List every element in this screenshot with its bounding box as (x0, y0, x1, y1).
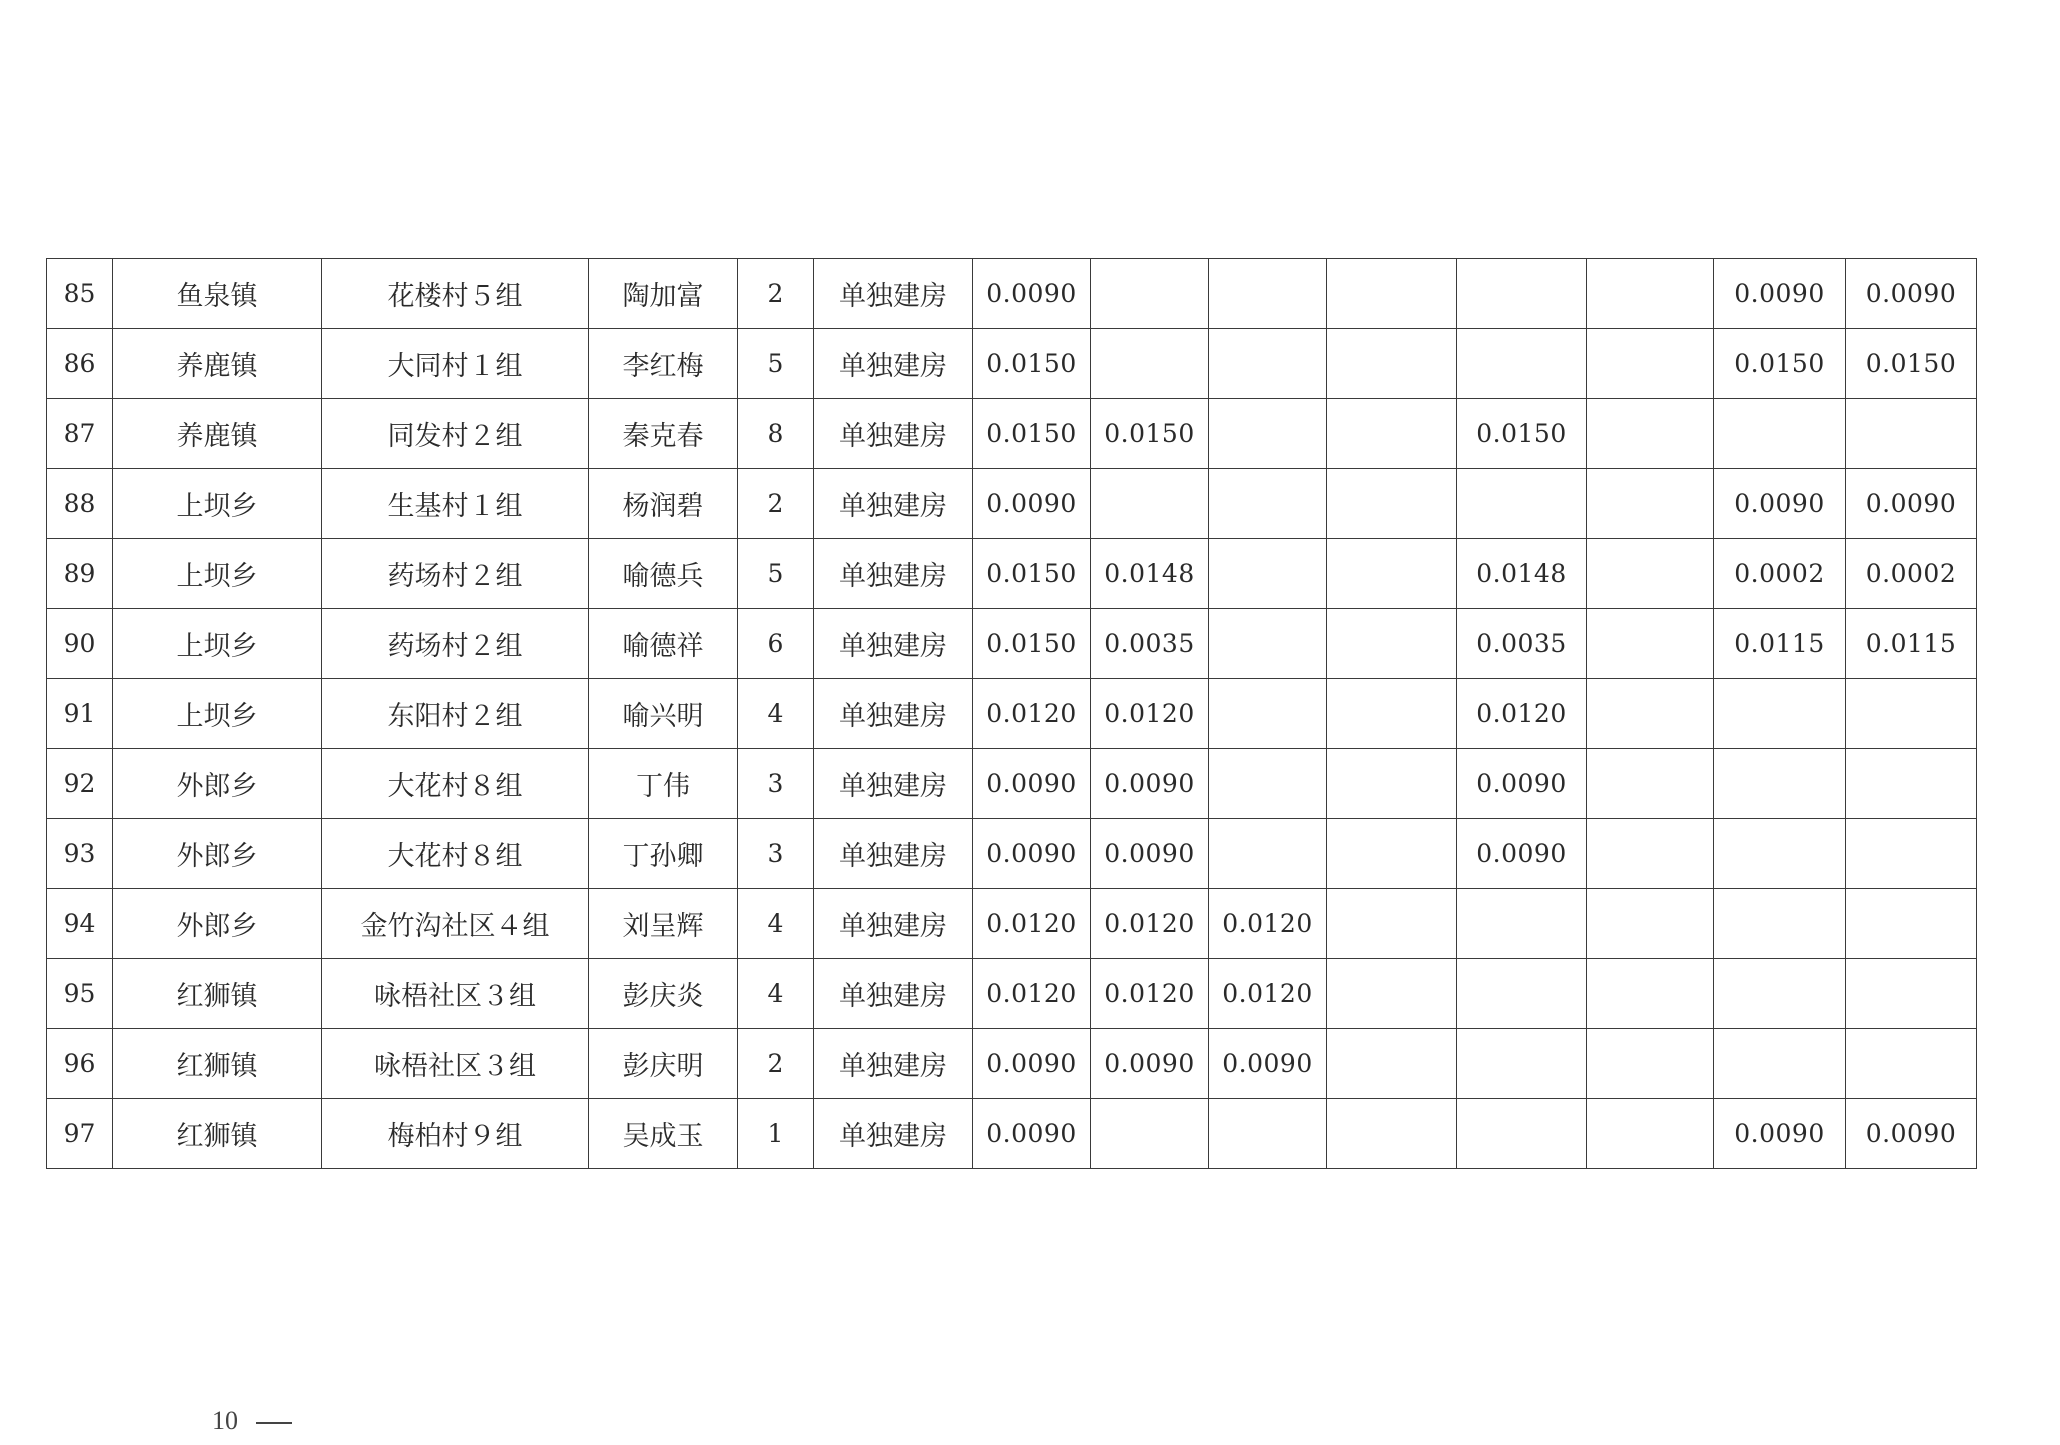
cell-area-col-5 (1457, 259, 1587, 329)
cell-area-total: 0.0120 (973, 679, 1091, 749)
cell-build-type: 单独建房 (814, 679, 973, 749)
cell-household-head: 吴成玉 (589, 1099, 738, 1169)
cell-area-col-8 (1846, 1029, 1977, 1099)
cell-area-col-4 (1327, 749, 1457, 819)
cell-area-col-6 (1587, 1099, 1714, 1169)
cell-area-col-4 (1327, 469, 1457, 539)
cell-area-col-6 (1587, 749, 1714, 819)
page-footer (212, 1406, 292, 1436)
cell-area-col-5: 0.0090 (1457, 819, 1587, 889)
cell-town: 鱼泉镇 (113, 259, 322, 329)
cell-area-total: 0.0120 (973, 959, 1091, 1029)
cell-area-col-4 (1327, 329, 1457, 399)
cell-area-col-6 (1587, 889, 1714, 959)
cell-area-col-8 (1846, 959, 1977, 1029)
cell-household-size: 8 (738, 399, 814, 469)
cell-area-col-7 (1714, 679, 1846, 749)
cell-household-size: 5 (738, 329, 814, 399)
cell-area-col-7: 0.0150 (1714, 329, 1846, 399)
cell-area-col-7: 0.0090 (1714, 259, 1846, 329)
cell-town: 外郎乡 (113, 889, 322, 959)
table-row (47, 889, 1977, 959)
cell-area-col-3: 0.0090 (1209, 1029, 1327, 1099)
cell-town: 外郎乡 (113, 819, 322, 889)
cell-row-index: 88 (47, 469, 113, 539)
cell-area-col-3 (1209, 539, 1327, 609)
cell-household-head: 秦克春 (589, 399, 738, 469)
table-row (47, 539, 1977, 609)
cell-village-group: 咏梧社区３组 (322, 1029, 589, 1099)
cell-village-group: 花楼村５组 (322, 259, 589, 329)
cell-area-col-6 (1587, 609, 1714, 679)
cell-area-col-7 (1714, 399, 1846, 469)
cell-area-total: 0.0090 (973, 749, 1091, 819)
cell-village-group: 大同村１组 (322, 329, 589, 399)
table-row (47, 959, 1977, 1029)
cell-household-size: 4 (738, 959, 814, 1029)
cell-area-col-5 (1457, 329, 1587, 399)
cell-row-index: 97 (47, 1099, 113, 1169)
cell-area-col-4 (1327, 679, 1457, 749)
cell-area-col-8: 0.0002 (1846, 539, 1977, 609)
cell-household-head: 陶加富 (589, 259, 738, 329)
cell-area-col-2 (1091, 329, 1209, 399)
cell-area-total: 0.0150 (973, 399, 1091, 469)
cell-household-head: 彭庆炎 (589, 959, 738, 1029)
table-row (47, 819, 1977, 889)
cell-household-size: 2 (738, 469, 814, 539)
table-body (47, 259, 1977, 1169)
cell-build-type: 单独建房 (814, 329, 973, 399)
table-row (47, 1029, 1977, 1099)
cell-area-col-6 (1587, 819, 1714, 889)
cell-area-col-7 (1714, 959, 1846, 1029)
cell-build-type: 单独建房 (814, 259, 973, 329)
cell-village-group: 生基村１组 (322, 469, 589, 539)
cell-area-total: 0.0090 (973, 259, 1091, 329)
cell-area-col-4 (1327, 539, 1457, 609)
cell-area-col-2: 0.0120 (1091, 959, 1209, 1029)
cell-area-col-5 (1457, 469, 1587, 539)
cell-household-size: 4 (738, 679, 814, 749)
table-row (47, 749, 1977, 819)
cell-row-index: 86 (47, 329, 113, 399)
cell-build-type: 单独建房 (814, 889, 973, 959)
cell-town: 养鹿镇 (113, 329, 322, 399)
cell-area-col-8 (1846, 889, 1977, 959)
cell-area-col-6 (1587, 259, 1714, 329)
cell-household-size: 3 (738, 749, 814, 819)
cell-area-col-6 (1587, 539, 1714, 609)
cell-area-col-7 (1714, 749, 1846, 819)
cell-village-group: 同发村２组 (322, 399, 589, 469)
cell-area-col-7 (1714, 1029, 1846, 1099)
cell-area-col-3: 0.0120 (1209, 889, 1327, 959)
cell-household-head: 彭庆明 (589, 1029, 738, 1099)
cell-village-group: 大花村８组 (322, 819, 589, 889)
cell-build-type: 单独建房 (814, 959, 973, 1029)
cell-area-total: 0.0120 (973, 889, 1091, 959)
cell-area-col-6 (1587, 1029, 1714, 1099)
cell-area-col-2: 0.0148 (1091, 539, 1209, 609)
table-row (47, 469, 1977, 539)
cell-area-col-5: 0.0035 (1457, 609, 1587, 679)
cell-area-col-8: 0.0150 (1846, 329, 1977, 399)
cell-build-type: 单独建房 (814, 539, 973, 609)
cell-area-col-7 (1714, 889, 1846, 959)
cell-area-col-4 (1327, 1099, 1457, 1169)
cell-area-col-3 (1209, 329, 1327, 399)
cell-town: 上坝乡 (113, 609, 322, 679)
cell-row-index: 90 (47, 609, 113, 679)
cell-row-index: 87 (47, 399, 113, 469)
cell-household-head: 丁孙卿 (589, 819, 738, 889)
cell-village-group: 梅柏村９组 (322, 1099, 589, 1169)
cell-area-col-3 (1209, 469, 1327, 539)
table-row (47, 679, 1977, 749)
cell-area-total: 0.0150 (973, 609, 1091, 679)
cell-area-col-3 (1209, 749, 1327, 819)
cell-area-col-7: 0.0090 (1714, 469, 1846, 539)
cell-build-type: 单独建房 (814, 469, 973, 539)
cell-area-col-4 (1327, 889, 1457, 959)
cell-area-col-8 (1846, 749, 1977, 819)
cell-household-size: 3 (738, 819, 814, 889)
cell-town: 红狮镇 (113, 1029, 322, 1099)
cell-area-col-2 (1091, 469, 1209, 539)
cell-area-col-3: 0.0120 (1209, 959, 1327, 1029)
table-row (47, 609, 1977, 679)
cell-row-index: 92 (47, 749, 113, 819)
cell-village-group: 药场村２组 (322, 609, 589, 679)
cell-build-type: 单独建房 (814, 1099, 973, 1169)
cell-area-col-2: 0.0090 (1091, 819, 1209, 889)
cell-area-col-2: 0.0120 (1091, 889, 1209, 959)
footer-dash (256, 1422, 292, 1424)
cell-area-total: 0.0090 (973, 819, 1091, 889)
cell-area-col-5: 0.0148 (1457, 539, 1587, 609)
cell-household-size: 1 (738, 1099, 814, 1169)
cell-area-col-5 (1457, 889, 1587, 959)
cell-area-total: 0.0150 (973, 329, 1091, 399)
cell-build-type: 单独建房 (814, 609, 973, 679)
cell-area-col-6 (1587, 469, 1714, 539)
cell-row-index: 85 (47, 259, 113, 329)
cell-village-group: 金竹沟社区４组 (322, 889, 589, 959)
cell-area-col-2: 0.0090 (1091, 1029, 1209, 1099)
cell-household-head: 刘呈辉 (589, 889, 738, 959)
cell-build-type: 单独建房 (814, 749, 973, 819)
cell-household-size: 6 (738, 609, 814, 679)
cell-area-col-3 (1209, 679, 1327, 749)
cell-household-size: 5 (738, 539, 814, 609)
cell-area-col-7: 0.0115 (1714, 609, 1846, 679)
cell-area-col-4 (1327, 1029, 1457, 1099)
cell-household-head: 喻兴明 (589, 679, 738, 749)
cell-area-col-5 (1457, 1029, 1587, 1099)
cell-area-col-4 (1327, 609, 1457, 679)
cell-village-group: 咏梧社区３组 (322, 959, 589, 1029)
cell-area-col-3 (1209, 1099, 1327, 1169)
cell-town: 上坝乡 (113, 539, 322, 609)
cell-village-group: 大花村８组 (322, 749, 589, 819)
cell-area-col-4 (1327, 399, 1457, 469)
cell-area-col-2 (1091, 1099, 1209, 1169)
cell-area-col-2: 0.0120 (1091, 679, 1209, 749)
cell-area-col-5 (1457, 1099, 1587, 1169)
cell-household-head: 喻德祥 (589, 609, 738, 679)
table-row (47, 259, 1977, 329)
cell-area-col-7: 0.0002 (1714, 539, 1846, 609)
cell-area-col-8: 0.0115 (1846, 609, 1977, 679)
cell-area-col-4 (1327, 819, 1457, 889)
cell-area-col-3 (1209, 819, 1327, 889)
cell-row-index: 96 (47, 1029, 113, 1099)
cell-area-col-5: 0.0150 (1457, 399, 1587, 469)
cell-area-col-8 (1846, 679, 1977, 749)
table-row (47, 1099, 1977, 1169)
cell-household-head: 李红梅 (589, 329, 738, 399)
cell-row-index: 91 (47, 679, 113, 749)
cell-area-col-7: 0.0090 (1714, 1099, 1846, 1169)
cell-area-col-7 (1714, 819, 1846, 889)
cell-area-total: 0.0150 (973, 539, 1091, 609)
cell-town: 上坝乡 (113, 679, 322, 749)
cell-build-type: 单独建房 (814, 819, 973, 889)
cell-row-index: 89 (47, 539, 113, 609)
cell-build-type: 单独建房 (814, 1029, 973, 1099)
cell-household-size: 4 (738, 889, 814, 959)
cell-area-col-6 (1587, 679, 1714, 749)
cell-row-index: 95 (47, 959, 113, 1029)
table-row (47, 329, 1977, 399)
cell-area-col-3 (1209, 259, 1327, 329)
cell-town: 红狮镇 (113, 1099, 322, 1169)
cell-area-col-8: 0.0090 (1846, 259, 1977, 329)
cell-area-col-8: 0.0090 (1846, 469, 1977, 539)
cell-build-type: 单独建房 (814, 399, 973, 469)
cell-area-col-4 (1327, 959, 1457, 1029)
cell-household-size: 2 (738, 259, 814, 329)
cell-area-col-8 (1846, 819, 1977, 889)
cell-area-col-5: 0.0120 (1457, 679, 1587, 749)
page-number: 10 (212, 1406, 238, 1435)
cell-area-col-2: 0.0150 (1091, 399, 1209, 469)
cell-area-col-5: 0.0090 (1457, 749, 1587, 819)
cell-area-col-2: 0.0090 (1091, 749, 1209, 819)
cell-household-size: 2 (738, 1029, 814, 1099)
cell-area-col-8 (1846, 399, 1977, 469)
cell-village-group: 药场村２组 (322, 539, 589, 609)
cell-area-col-2 (1091, 259, 1209, 329)
cell-area-col-3 (1209, 609, 1327, 679)
cell-area-total: 0.0090 (973, 469, 1091, 539)
cell-area-col-3 (1209, 399, 1327, 469)
cell-row-index: 93 (47, 819, 113, 889)
cell-area-col-6 (1587, 959, 1714, 1029)
cell-area-col-8: 0.0090 (1846, 1099, 1977, 1169)
cell-area-col-2: 0.0035 (1091, 609, 1209, 679)
cell-area-col-6 (1587, 399, 1714, 469)
table-row (47, 399, 1977, 469)
cell-area-col-5 (1457, 959, 1587, 1029)
cell-town: 红狮镇 (113, 959, 322, 1029)
cell-area-total: 0.0090 (973, 1099, 1091, 1169)
cell-village-group: 东阳村２组 (322, 679, 589, 749)
cell-area-col-4 (1327, 259, 1457, 329)
cell-town: 外郎乡 (113, 749, 322, 819)
cell-household-head: 杨润碧 (589, 469, 738, 539)
cell-area-total: 0.0090 (973, 1029, 1091, 1099)
cell-town: 上坝乡 (113, 469, 322, 539)
cell-household-head: 丁伟 (589, 749, 738, 819)
cell-row-index: 94 (47, 889, 113, 959)
cell-town: 养鹿镇 (113, 399, 322, 469)
cell-household-head: 喻德兵 (589, 539, 738, 609)
cell-area-col-6 (1587, 329, 1714, 399)
land-use-table (46, 258, 1977, 1169)
